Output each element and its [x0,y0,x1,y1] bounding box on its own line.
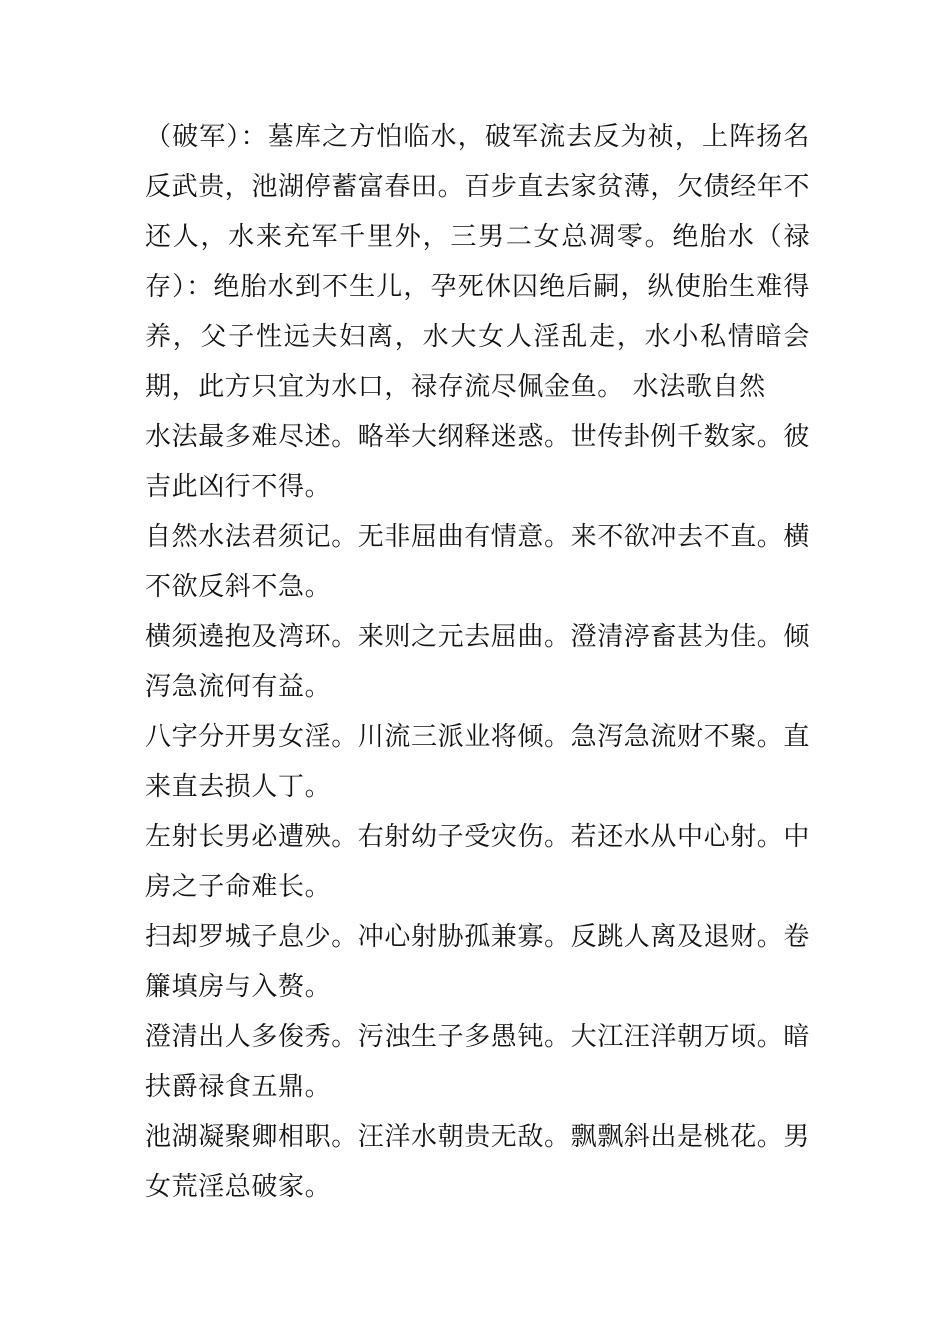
document-body [145,112,810,1212]
paragraph-6: 左射长男必遭殃。右射幼子受灾伤。若还水从中心射。中房之子命难长。 [145,822,811,902]
paragraph-2: 水法最多难尽述。略举大纲释迷惑。世传卦例千数家。彼吉此凶行不得。 [145,422,811,502]
paragraph-3: 自然水法君须记。无非屈曲有情意。来不欲冲去不直。横不欲反斜不急。 [145,522,811,602]
paragraph-9: 池湖凝聚卿相职。汪洋水朝贵无敌。飘飘斜出是桃花。男女荒淫总破家。 [145,1122,811,1202]
paragraph-4: 横须遶抱及湾环。来则之元去屈曲。澄清渟畜甚为佳。倾泻急流何有益。 [145,622,811,702]
paragraph-1: （破军）：墓库之方怕临水，破军流去反为祯，上阵扬名反武贵，池湖停蓄富春田。百步直去家贫薄，欠债经年不还人，水来充军千里外，三男二女总凋零。绝胎水（禄存）：绝胎水到不生儿，孕死休囚绝后嗣，纵使胎生难得养，父子性远夫妇离，水大女人淫乱走，水小私情暗会期，此方只宜为水口，禄存流尽佩金鱼。 水法歌自然 [145,122,811,402]
paragraph-8: 澄清出人多俊秀。污浊生子多愚钝。大江汪洋朝万顷。暗扶爵禄食五鼎。 [145,1022,811,1102]
paragraph-5: 八字分开男女淫。川流三派业将倾。急泻急流财不聚。直来直去损人丁。 [145,722,811,802]
paragraph-7: 扫却罗城子息少。冲心射胁孤兼寡。反跳人离及退财。卷簾填房与入赘。 [145,922,811,1002]
